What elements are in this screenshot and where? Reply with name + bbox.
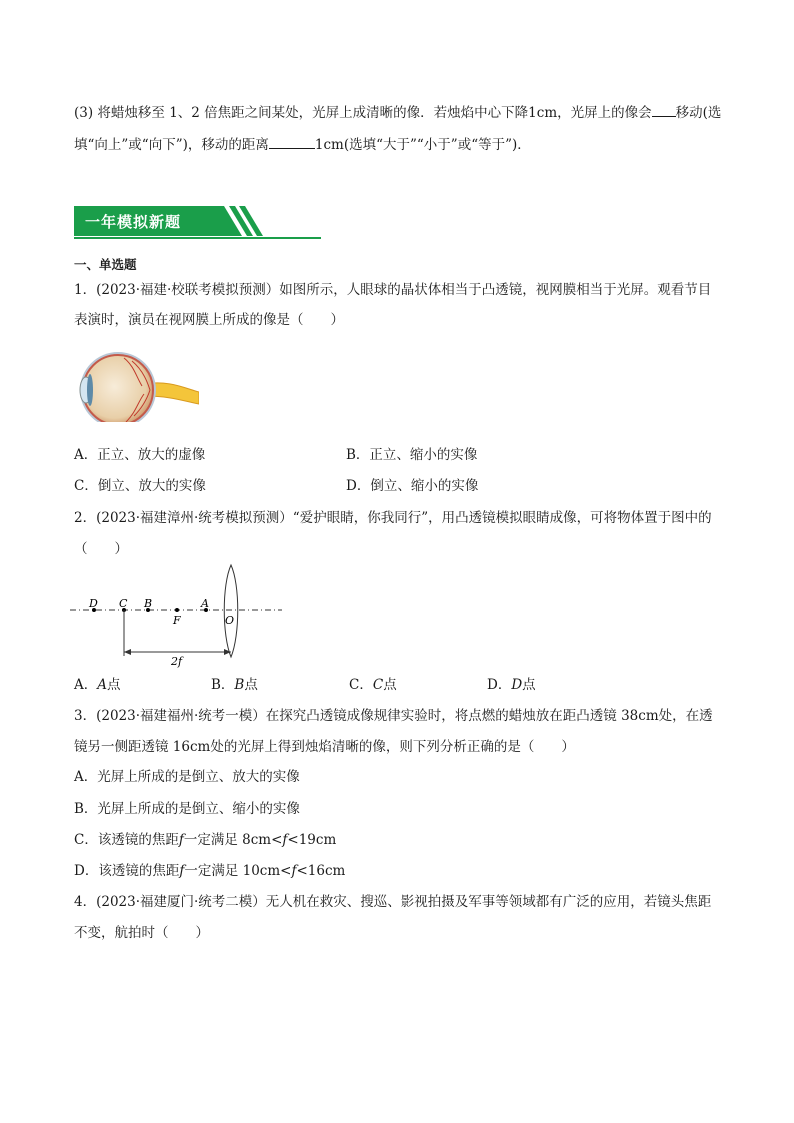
q1-option-a[interactable]: A．正立、放大的虚像 bbox=[74, 447, 206, 463]
banner-title: 一年模拟新题 bbox=[85, 213, 182, 231]
label-c: C bbox=[119, 597, 128, 610]
q2-line-1: 2．(2023·福建漳州·统考模拟预测）“爱护眼睛，你我同行”，用凸透镜模拟眼睛成像，可将物体置于图中的 bbox=[74, 510, 712, 526]
lens-diagram bbox=[70, 560, 290, 670]
eyeball-image bbox=[74, 346, 199, 431]
q1-option-b[interactable]: B．正立、缩小的实像 bbox=[346, 447, 478, 463]
q4-line-2: 不变，航拍时（ ） bbox=[74, 925, 209, 941]
point-f bbox=[175, 608, 179, 612]
answer-blank-distance[interactable] bbox=[269, 135, 315, 149]
q4-line-1: 4．(2023·福建厦门·统考二模）无人机在救灾、搜巡、影视拍摄及军事等领域都有广泛的应用，若镜头焦距 bbox=[74, 894, 712, 910]
q1-option-c[interactable]: C．倒立、放大的实像 bbox=[74, 478, 206, 494]
q3-option-d[interactable]: D．该透镜的焦距f一定满足 10cm<f<16cm bbox=[74, 863, 346, 879]
convex-lens bbox=[224, 565, 238, 657]
q1-line-2: 表演时，演员在视网膜上所成的像是（ ） bbox=[74, 312, 344, 328]
label-a: A bbox=[201, 597, 209, 610]
q2-option-c[interactable]: C．C点 bbox=[349, 677, 397, 693]
q1-option-d[interactable]: D．倒立、缩小的实像 bbox=[346, 478, 479, 494]
q3-option-c[interactable]: C．该透镜的焦距f一定满足 8cm<f<19cm bbox=[74, 832, 337, 848]
section-subheading: 一、单选题 bbox=[74, 257, 137, 272]
q3-line-1: 3．(2023·福建福州·统考一模）在探究凸透镜成像规律实验时，将点燃的蜡烛放在距凸透镜 38cm处，在透 bbox=[74, 708, 713, 724]
q2-option-b[interactable]: B．B点 bbox=[211, 677, 258, 693]
section-banner bbox=[74, 206, 321, 239]
q3-line-2: 镜另一侧距透镜 16cm处的光屏上得到烛焰清晰的像，则下列分析正确的是（ ） bbox=[74, 739, 575, 755]
q3-option-b[interactable]: B．光屏上所成的是倒立、缩小的实像 bbox=[74, 801, 300, 817]
q1-line-1: 1．(2023·福建·校联考模拟预测）如图所示，人眼球的晶状体相当于凸透镜，视网膜相当于光屏。观看节目 bbox=[74, 282, 712, 298]
label-d: D bbox=[89, 597, 98, 610]
label-o: O bbox=[225, 614, 235, 627]
q3-option-a[interactable]: A．光屏上所成的是倒立、放大的实像 bbox=[74, 769, 300, 785]
banner-stripes-decoration bbox=[214, 206, 324, 239]
q2-option-d[interactable]: D．D点 bbox=[487, 677, 536, 693]
dimension-arrow-left bbox=[124, 649, 131, 655]
answer-blank-direction[interactable] bbox=[652, 103, 676, 117]
label-b: B bbox=[144, 597, 153, 610]
q2-option-a[interactable]: A．A点 bbox=[74, 677, 121, 693]
label-2f: 2f bbox=[171, 655, 183, 668]
q-prev-line-2: 填“向上”或“向下”)，移动的距离 1cm(选填“大于”“小于”或“等于”)． bbox=[74, 137, 531, 153]
label-f: F bbox=[173, 614, 181, 627]
q2-line-2: （ ） bbox=[74, 541, 128, 557]
q-prev-line-1: (3) 将蜡烛移至 1、2 倍焦距之间某处，光屏上成清晰的像．若烛焰中心下降1cm，光屏上的像会 移动(选 bbox=[74, 105, 722, 121]
